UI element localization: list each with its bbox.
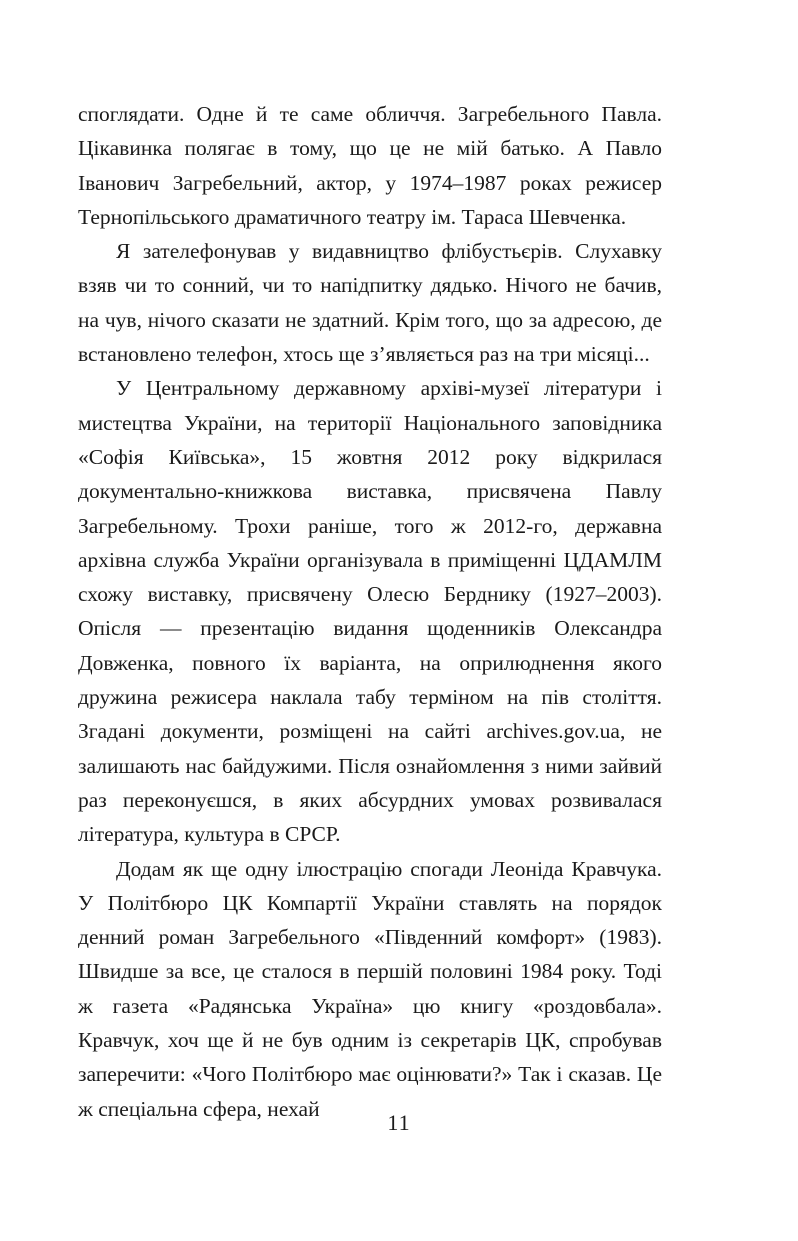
paragraph-4: Додам як ще одну ілюстрацію спогади Леоніда Кравчука. У Політбюро ЦК Компартії України ставлять на порядок денний роман Загребельного «Південний комфорт» (1983). Швидше за все, це сталося в першій половині 1984 року. Тоді ж газета «Радянська Україна» цю книгу «роздовбала». Кравчук, хоч ще й не був одним із секретарів ЦК, спробував заперечити: «Чого Політбюро має оцінювати?» Так і сказав. Це ж спеціальна сфера, нехай bbox=[78, 856, 662, 1121]
page-text-block bbox=[78, 97, 662, 1126]
page-number: 11 bbox=[387, 1110, 411, 1135]
paragraph-2: Я зателефонував у видавництво флібустьєрів. Слухавку взяв чи то сонний, чи то напідпитку дядько. Нічого не бачив, на чув, нічого сказати не здатний. Крім того, що за адресою, де встановлено телефон, хтось ще з’являється раз на три місяці... bbox=[78, 239, 662, 367]
paragraph-1: споглядати. Одне й те саме обличчя. Загребельного Павла. Цікавинка полягає в тому, що це не мій батько. А Павло Іванович Загребельний, актор, у 1974–1987 роках режисер Тернопільського драматичного театру ім. Тараса Шевченка. bbox=[78, 102, 662, 229]
paragraph-3: У Центральному державному архіві-музеї літератури і мистецтва України, на території Національного заповідника «Софія Київська», 15 жовтня 2012 року відкрилася документально-книжкова виставка, присвячена Павлу Загребельному. Трохи раніше, того ж 2012-го, державна архівна служба України організувала в приміщенні ЦДАМЛМ схожу виставку, присвячену Олесю Берднику (1927–2003). Опісля — презентацію видання щоденників Олександра Довженка, повного їх варіанта, на оприлюднення якого дружина режисера наклала табу терміном на пів століття. Згадані документи, розміщені на сайті archives.gov.ua, не залишають нас байдужими. Після ознайомлення з ними зайвий раз переконуєшся, в яких абсурдних умовах розвивалася література, культура в СРСР. bbox=[78, 376, 662, 847]
